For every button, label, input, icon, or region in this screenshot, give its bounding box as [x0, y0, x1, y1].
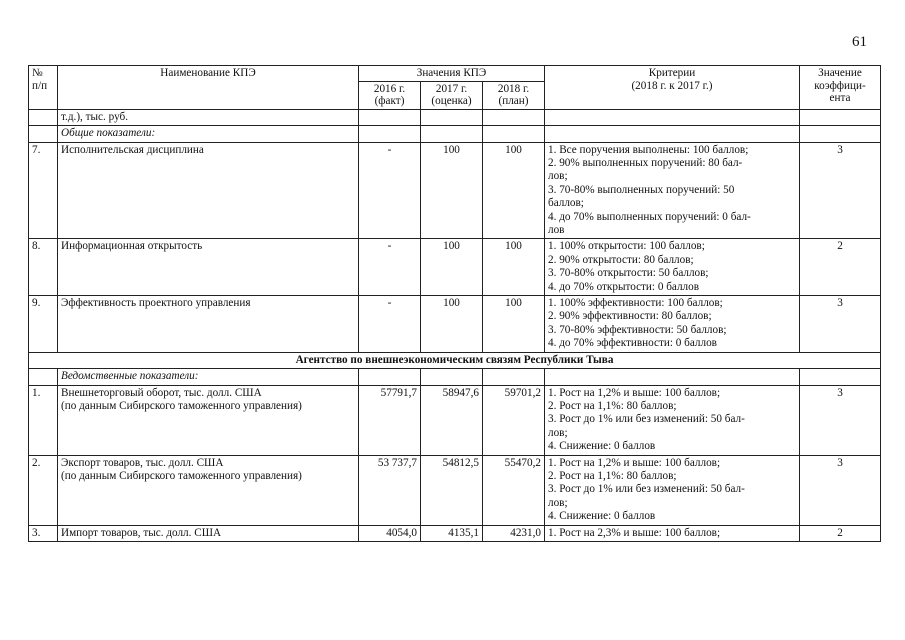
cell-2018: 100: [483, 296, 545, 353]
criteria-line: 3. Рост до 1% или без изменений: 50 бал-: [548, 413, 745, 426]
cell-name: Исполнительская дисциплина: [58, 142, 359, 239]
table-row: [29, 126, 881, 142]
cell-coef: 3: [800, 455, 881, 525]
criteria-line: лов;: [548, 426, 568, 439]
cell-coef: [800, 109, 881, 125]
cell-2018: [483, 369, 545, 385]
cell-2018: 100: [483, 142, 545, 239]
table-row: [29, 296, 881, 353]
header-num: [29, 66, 58, 110]
header-coef-line: Значение: [818, 67, 862, 79]
cell-num: 3.: [29, 525, 58, 541]
cell-coef: 3: [800, 296, 881, 353]
criteria-line: 4. до 70% эффективности: 0 баллов: [548, 337, 717, 350]
cell-2016: 4054,0: [359, 525, 421, 541]
cell-criteria: [545, 369, 800, 385]
cell-name: Импорт товаров, тыс. долл. США: [58, 525, 359, 541]
header-num-top: №: [32, 67, 43, 79]
cell-num: [29, 126, 58, 142]
cell-2016: -: [359, 239, 421, 296]
criteria-line: 3. 70-80% открытости: 50 баллов;: [548, 267, 709, 280]
criteria-line: 1. Рост на 1,2% и выше: 100 баллов;: [548, 456, 721, 469]
table-row: [29, 239, 881, 296]
cell-criteria: [545, 385, 800, 455]
criteria-line: 4. до 70% открытости: 0 баллов: [548, 280, 700, 293]
name-line: (по данным Сибирского таможенного управления): [61, 399, 302, 412]
criteria-line: 2. Рост на 1,1%: 80 баллов;: [548, 469, 677, 482]
cell-2017: [421, 369, 483, 385]
header-coef-line: коэффици-: [814, 79, 866, 92]
cell-num: 1.: [29, 385, 58, 455]
cell-coef: 2: [800, 525, 881, 541]
criteria-line: лов;: [548, 170, 568, 183]
cell-2016: -: [359, 296, 421, 353]
cell-num: 2.: [29, 455, 58, 525]
table-row: [29, 109, 881, 125]
cell-2016: [359, 126, 421, 142]
cell-coef: [800, 369, 881, 385]
cell-2016: [359, 369, 421, 385]
criteria-line: 2. 90% эффективности: 80 баллов;: [548, 310, 712, 323]
cell-2017: [421, 109, 483, 125]
cell-2017: 58947,6: [421, 385, 483, 455]
cell-2018: 4231,0: [483, 525, 545, 541]
table-row: [29, 525, 881, 541]
header-name: Наименование КПЭ: [58, 66, 359, 110]
cell-criteria: [545, 126, 800, 142]
header-2017: [421, 81, 483, 109]
departmental-indicators-label: Ведомственные показатели:: [58, 369, 359, 385]
kpi-table: [28, 65, 881, 542]
table-header-row: [29, 66, 881, 82]
criteria-line: 4. до 70% выполненных поручений: 0 бал-: [548, 210, 751, 223]
criteria-line: 4. Снижение: 0 баллов: [548, 440, 656, 453]
criteria-line: 2. Рост на 1,1%: 80 баллов;: [548, 399, 677, 412]
criteria-line: 2. 90% выполненных поручений: 80 бал-: [548, 157, 743, 169]
page-number: 61: [852, 34, 867, 50]
cell-coef: 3: [800, 142, 881, 239]
criteria-line: 1. Рост на 1,2% и выше: 100 баллов;: [548, 386, 721, 399]
cell-criteria: [545, 142, 800, 239]
cell-2018: [483, 109, 545, 125]
cell-name: т.д.), тыс. руб.: [58, 109, 359, 125]
cell-2017: 4135,1: [421, 525, 483, 541]
section-row: [29, 352, 881, 368]
cell-coef: [800, 126, 881, 142]
cell-name: [58, 455, 359, 525]
header-2018-year: 2018 г.: [497, 82, 530, 95]
header-2018-kind: (план): [498, 95, 529, 108]
cell-2018: [483, 126, 545, 142]
cell-criteria: [545, 109, 800, 125]
cell-name: [58, 385, 359, 455]
cell-2017: 100: [421, 142, 483, 239]
cell-name: Эффективность проектного управления: [58, 296, 359, 353]
cell-2016: -: [359, 142, 421, 239]
header-coef: [800, 66, 881, 110]
cell-2017: 100: [421, 296, 483, 353]
header-2016: [359, 81, 421, 109]
header-2016-year: 2016 г.: [373, 82, 406, 95]
name-line: Внешнеторговый оборот, тыс. долл. США: [61, 386, 262, 399]
cell-2018: 55470,2: [483, 455, 545, 525]
cell-criteria: 1. Рост на 2,3% и выше: 100 баллов;: [545, 525, 800, 541]
criteria-line: баллов;: [548, 197, 584, 210]
header-coef-line: ента: [829, 92, 851, 105]
table-row: [29, 385, 881, 455]
header-2016-kind: (факт): [374, 95, 405, 108]
cell-num: 9.: [29, 296, 58, 353]
cell-2018: 100: [483, 239, 545, 296]
cell-criteria: [545, 296, 800, 353]
criteria-line: 2. 90% открытости: 80 баллов;: [548, 253, 694, 266]
cell-2018: 59701,2: [483, 385, 545, 455]
criteria-line: 3. 70-80% эффективности: 50 баллов;: [548, 323, 727, 336]
header-criteria: [545, 66, 800, 110]
criteria-line: лов: [548, 224, 565, 237]
cell-num: 7.: [29, 142, 58, 239]
header-criteria-line: Критерии: [648, 67, 696, 79]
cell-2016: 53 737,7: [359, 455, 421, 525]
general-indicators-label: Общие показатели:: [58, 126, 359, 142]
cell-num: [29, 369, 58, 385]
header-criteria-line: (2018 г. к 2017 г.): [631, 79, 713, 92]
cell-criteria: [545, 455, 800, 525]
section-title: Агентство по внешнеэкономическим связям Республики Тыва: [29, 352, 881, 368]
cell-num: [29, 109, 58, 125]
criteria-line: 1. 100% открытости: 100 баллов;: [548, 240, 705, 253]
header-num-bottom: п/п: [32, 79, 48, 92]
criteria-line: 1. Все поручения выполнены: 100 баллов;: [548, 143, 749, 156]
cell-2017: 54812,5: [421, 455, 483, 525]
table-row: [29, 142, 881, 239]
header-values-group: Значения КПЭ: [359, 66, 545, 82]
cell-coef: 3: [800, 385, 881, 455]
name-line: Экспорт товаров, тыс. долл. США: [61, 456, 224, 469]
criteria-line: 3. Рост до 1% или без изменений: 50 бал-: [548, 483, 745, 496]
header-2017-kind: (оценка): [431, 95, 472, 108]
cell-2017: 100: [421, 239, 483, 296]
cell-2017: [421, 126, 483, 142]
cell-coef: 2: [800, 239, 881, 296]
cell-criteria: [545, 239, 800, 296]
header-2018: [483, 81, 545, 109]
criteria-line: 1. 100% эффективности: 100 баллов;: [548, 297, 723, 310]
header-2017-year: 2017 г.: [435, 82, 468, 95]
table-row: [29, 455, 881, 525]
criteria-line: 4. Снижение: 0 баллов: [548, 510, 656, 523]
table-row: [29, 369, 881, 385]
cell-name: Информационная открытость: [58, 239, 359, 296]
name-line: (по данным Сибирского таможенного управления): [61, 469, 302, 482]
cell-num: 8.: [29, 239, 58, 296]
criteria-line: лов;: [548, 496, 568, 509]
cell-2016: 57791,7: [359, 385, 421, 455]
cell-2016: [359, 109, 421, 125]
criteria-line: 3. 70-80% выполненных поручений: 50: [548, 183, 735, 196]
